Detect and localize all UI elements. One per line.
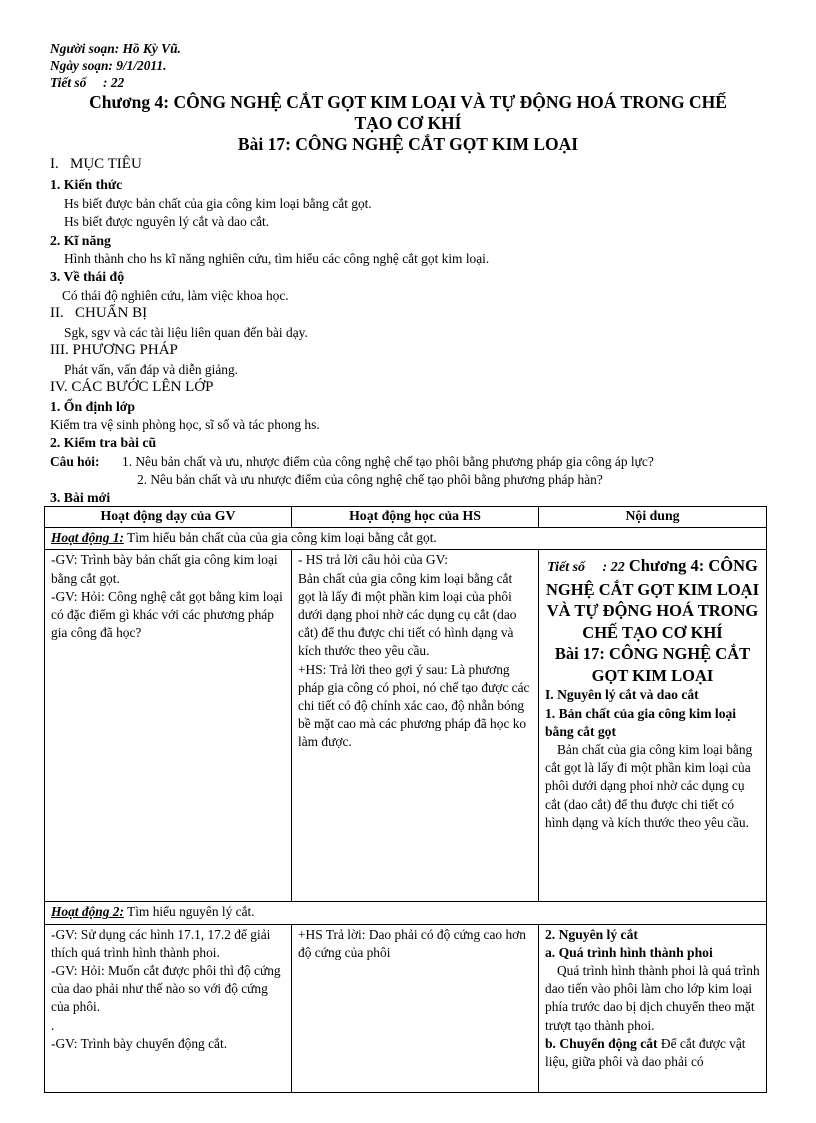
header-content: Nội dung	[539, 507, 767, 528]
question-1: 1. Nêu bản chất và ưu, nhược điểm của công nghệ chế tạo phôi bằng phương pháp gia công áp lực?	[122, 454, 654, 469]
period-line: Tiết số : 22	[50, 75, 125, 90]
lesson-activity-table	[44, 506, 767, 1093]
heading-old-lesson-check: 2. Kiểm tra bài cũ	[50, 435, 157, 450]
table-row	[45, 924, 767, 1092]
r1-content-heading	[545, 555, 760, 643]
r2-teacher-text: -GV: Sử dụng các hình 17.1, 17.2 để giải thích quá trình hình thành phoi. -GV: Hỏi: Muốn cắt được phôi thì độ cứng của dao phải như thế nào so với độ cứng của phôi. . -GV: Trình bày chuyển động cắt.	[51, 926, 281, 1051]
attitude-item: Có thái độ nghiên cứu, làm việc khoa học.	[62, 288, 289, 303]
table-header-row	[45, 507, 767, 528]
knowledge-item-2: Hs biết được nguyên lý cắt và dao cắt.	[64, 214, 270, 229]
r1-content-chapter: Chương 4: CÔNG NGHỆ CẮT GỌT KIM LOẠI VÀ TỰ ĐỘNG HOÁ TRONG CHẾ TẠO CƠ KHÍ	[545, 556, 759, 642]
lesson-title: Bài 17: CÔNG NGHỆ CẮT GỌT KIM LOẠI	[237, 134, 579, 154]
activity-1-cell	[45, 528, 767, 550]
r1-teacher-cell	[45, 550, 292, 902]
r1-content-body: Bản chất của gia công kim loại bằng cắt gọt là lấy đi một phần kim loại của phôi dưới dạng phoi nhờ các dụng cụ cắt (dao cắt) để thu được chi tiết có hình dạng và kích thước theo yêu cầu.	[545, 742, 753, 830]
r1-content-h1: I. Nguyên lý cắt và dao cắt	[545, 687, 699, 703]
activity-1-text: Tìm hiểu bản chất của của gia công kim loại bằng cắt gọt.	[123, 530, 437, 546]
r1-content-period: Tiết số : 22	[547, 560, 625, 576]
header-student-activity: Hoạt động học của HS	[292, 507, 539, 528]
heading-new-lesson: 3. Bài mới	[50, 490, 111, 505]
activity-2-label: Hoạt động 2:	[51, 904, 124, 920]
r2-student-text: +HS Trả lời: Dao phải có độ cứng cao hơn độ cứng của phôi	[298, 926, 526, 960]
chapter-title-line2: TẠO CƠ KHÍ	[354, 113, 462, 133]
r1-content-cell	[539, 550, 767, 902]
r2-teacher-cell	[45, 924, 292, 1092]
activity-1-label: Hoạt động 1:	[51, 530, 124, 546]
r2-content-h3: b. Chuyển động cắt	[545, 1035, 658, 1051]
section-method: III. PHƯƠNG PHÁP	[50, 342, 178, 358]
r2-content-h2: a. Quá trình hình thành phoi	[545, 944, 713, 960]
skills-item: Hình thành cho hs kĩ năng nghiên cứu, tìm hiểu các công nghệ cắt gọt kim loại.	[64, 251, 490, 266]
heading-knowledge: 1. Kiến thức	[50, 177, 123, 192]
question-2: 2. Nêu bản chất và ưu nhược điểm của công nghệ chế tạo phôi bằng phương pháp hàn?	[137, 472, 603, 487]
section-preparation: II. CHUẨN BỊ	[50, 305, 148, 321]
r1-student-text: - HS trả lời câu hỏi của GV: Bản chất của gia công kim loại bằng cắt gọt là lấy đi một phần kim loại của phôi dưới dạng phoi nhờ các dụng cụ cắt (dao cắt) để thu được chi tiết có hình dạng và kích thước theo yêu cầu. +HS: Trả lời theo gợi ý sau: Là phương pháp gia công có phoi, nó chế tạo được các chi tiết có độ chính xác cao, độ nhẵn bóng bề mặt cao mà các phương pháp đã học ko làm được.	[298, 552, 530, 750]
r2-content-cell	[539, 924, 767, 1092]
section-steps: IV. CÁC BƯỚC LÊN LỚP	[50, 379, 214, 395]
header-teacher-activity: Hoạt động dạy của GV	[45, 507, 292, 528]
activity-2-text: Tìm hiểu nguyên lý cắt.	[123, 904, 255, 920]
section-objectives: I. MỤC TIÊU	[50, 156, 142, 172]
r2-student-cell	[292, 924, 539, 1092]
activity-2-row	[45, 902, 767, 924]
r1-teacher-text: -GV: Trình bày bản chất gia công kim loại bằng cắt gọt. -GV: Hỏi: Công nghệ cắt gọt bằng kim loại có đặc điểm gì khác với các phương pháp gia công đã học?	[51, 552, 283, 641]
heading-skills: 2. Kĩ năng	[50, 233, 111, 248]
activity-2-cell	[45, 902, 767, 924]
r2-content-motion	[545, 1035, 760, 1071]
r2-content-body: Quá trình hình thành phoi là quá trình dao tiến vào phôi làm cho lớp kim loại phía trước dao bị dịch chuyển theo mặt trượt tạo thành phoi.	[545, 963, 760, 1033]
r1-content-lesson: Bài 17: CÔNG NGHỆ CẮT GỌT KIM LOẠI	[554, 644, 751, 685]
r2-content-body2: Để cắt được vật liệu, giữa phôi và dao phải có	[545, 1035, 746, 1070]
heading-attitude: 3. Về thái độ	[50, 269, 125, 284]
table-row	[45, 550, 767, 902]
knowledge-item-1: Hs biết được bản chất của gia công kim loại bằng cắt gọt.	[64, 196, 372, 211]
question-label: Câu hỏi:	[50, 454, 100, 469]
date-line: Ngày soạn: 9/1/2011.	[50, 58, 167, 73]
activity-1-row	[45, 528, 767, 550]
r2-content-h1: 2. Nguyên lý cắt	[545, 926, 638, 942]
r1-student-cell	[292, 550, 539, 902]
class-order-item: Kiểm tra vệ sinh phòng học, sĩ số và tác phong hs.	[50, 417, 320, 432]
method-item: Phát vấn, vấn đáp và diễn giảng.	[64, 362, 239, 377]
heading-class-order: 1. Ổn định lớp	[50, 399, 136, 414]
chapter-title-line1: Chương 4: CÔNG NGHỆ CẮT GỌT KIM LOẠI VÀ TỰ ĐỘNG HOÁ TRONG CHẾ	[89, 92, 727, 112]
author-line: Người soạn: Hồ Kỳ Vũ.	[50, 41, 181, 56]
r1-content-h2: 1. Bản chất của gia công kim loại bằng cắt gọt	[545, 705, 737, 739]
preparation-item: Sgk, sgv và các tài liệu liên quan đến bài dạy.	[64, 325, 308, 340]
